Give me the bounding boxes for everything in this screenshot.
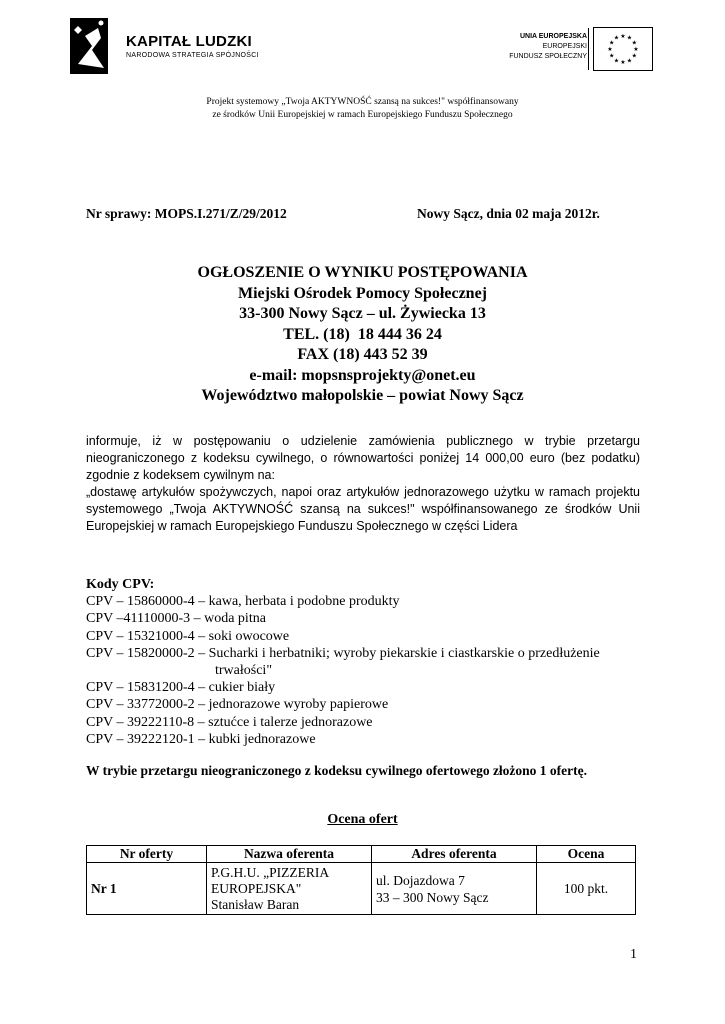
kapital-ludzki-title: KAPITAŁ LUDZKI xyxy=(126,33,252,50)
offers-table xyxy=(86,845,636,915)
offers-title: Ocena ofert xyxy=(327,812,398,827)
eu-logo-text xyxy=(509,32,587,62)
cpv-codes xyxy=(86,576,600,748)
eu-line2: EUROPEJSKI xyxy=(542,43,587,50)
cpv-item: CPV – 15820000-2 – Sucharki i herbatniki; wyroby piekarskie i ciastkarskie o przedłużenie xyxy=(86,645,600,661)
page-number: 1 xyxy=(630,947,637,962)
heading-title: OGŁOSZENIE O WYNIKU POSTĘPOWANIA xyxy=(197,264,528,281)
header-address: Adres oferenta xyxy=(372,846,537,863)
cpv-item-continuation: trwałości" xyxy=(215,663,273,679)
cpv-title: Kody CPV: xyxy=(86,577,155,592)
offer-name-line1: P.G.H.U. „PIZZERIA xyxy=(211,864,330,880)
table-row xyxy=(87,863,636,915)
eu-star-icon: ★ xyxy=(631,40,637,47)
offer-name xyxy=(207,863,372,915)
heading-address: 33-300 Nowy Sącz – ul. Żywiecka 13 xyxy=(239,305,486,322)
header-score: Ocena xyxy=(537,846,636,863)
offer-address-line2: 33 – 300 Nowy Sącz xyxy=(376,889,489,905)
eu-star-icon: ★ xyxy=(626,58,633,65)
kapital-ludzki-subtitle: NARODOWA STRATEGIA SPÓJNOŚCI xyxy=(126,52,259,59)
eu-line3: FUNDUSZ SPOŁECZNY xyxy=(509,53,587,60)
eu-star-icon: ★ xyxy=(609,40,615,47)
intro-text xyxy=(86,433,640,535)
heading-email: e-mail: mopsnsprojekty@onet.eu xyxy=(249,366,476,384)
document-date: Nowy Sącz, dnia 02 maja 2012r. xyxy=(417,206,600,221)
eu-star-icon: ★ xyxy=(626,35,633,42)
table-header-row xyxy=(87,846,636,863)
eu-star-icon: ★ xyxy=(620,60,626,66)
project-note xyxy=(0,96,725,122)
eu-star-icon: ★ xyxy=(607,47,613,53)
heading-region: Województwo małopolskie – powiat Nowy Sącz xyxy=(201,387,524,404)
heading-org: Miejski Ośrodek Pomocy Społecznej xyxy=(237,284,487,302)
heading-fax: FAX (18) 443 52 39 xyxy=(297,346,428,363)
eu-star-icon: ★ xyxy=(620,34,626,40)
eu-star-icon: ★ xyxy=(613,35,620,42)
header-nr: Nr oferty xyxy=(87,846,207,863)
eu-flag-icon xyxy=(593,27,653,71)
eu-star-icon: ★ xyxy=(631,53,637,60)
project-line2: ze środków Unii Europejskiej w ramach Europejskiego Funduszu Społecznego xyxy=(212,110,513,120)
case-number: Nr sprawy: MOPS.I.271/Z/29/2012 xyxy=(86,206,287,221)
cpv-item: CPV –41110000-3 – woda pitna xyxy=(86,611,266,627)
eu-star-icon: ★ xyxy=(613,58,620,65)
project-line1: Projekt systemowy „Twoja AKTYWNOŚĆ szansą na sukces!" współfinansowany xyxy=(206,97,519,107)
eu-line1: UNIA EUROPEJSKA xyxy=(519,33,587,40)
intro-paragraph-1: informuje, iż w postępowaniu o udzielenie zamówienia publicznego w trybie przetargu nieograniczonego z kodeksu cywilnego, o równowartości poniżej 14 000,00 euro (bez podatku) zgodnie z kodeksem cywilnym na: xyxy=(86,434,640,482)
cpv-item: CPV – 15831200-4 – cukier biały xyxy=(86,680,276,696)
offer-name-line2: EUROPEJSKA" xyxy=(211,880,302,896)
intro-paragraph-2: „dostawę artykułów spożywczych, napoi oraz artykułów jednorazowego użytku w ramach projektu systemowego „Twoja AKTYWNOŚĆ szansą na sukces!" współfinansowanego ze środków Unii Europejskiej w ramach Europejskiego Funduszu Społecznego w części Lidera xyxy=(86,485,640,533)
offer-nr: Nr 1 xyxy=(87,863,207,915)
summary-text: W trybie przetargu nieograniczonego z kodeksu cywilnego ofertowego złożono 1 ofertę. xyxy=(86,763,588,778)
eu-divider xyxy=(588,28,589,70)
cpv-item: CPV – 15860000-4 – kawa, herbata i podobne produkty xyxy=(86,594,400,610)
header-name: Nazwa oferenta xyxy=(207,846,372,863)
cpv-item: CPV – 33772000-2 – jednorazowe wyroby papierowe xyxy=(86,697,389,713)
announcement-heading xyxy=(0,263,725,407)
cpv-item: CPV – 15321000-4 – soki owocowe xyxy=(86,628,290,644)
cpv-item: CPV – 39222110-8 – sztućce i talerze jednorazowe xyxy=(86,714,373,730)
offer-score: 100 pkt. xyxy=(537,863,636,915)
offer-address xyxy=(372,863,537,915)
cpv-item: CPV – 39222120-1 – kubki jednorazowe xyxy=(86,731,316,747)
offer-name-line3: Stanisław Baran xyxy=(211,896,300,912)
eu-star-icon: ★ xyxy=(633,47,639,53)
offer-address-line1: ul. Dojazdowa 7 xyxy=(376,872,465,888)
eu-star-icon: ★ xyxy=(609,53,615,60)
heading-tel: TEL. (18) 18 444 36 24 xyxy=(283,325,442,343)
